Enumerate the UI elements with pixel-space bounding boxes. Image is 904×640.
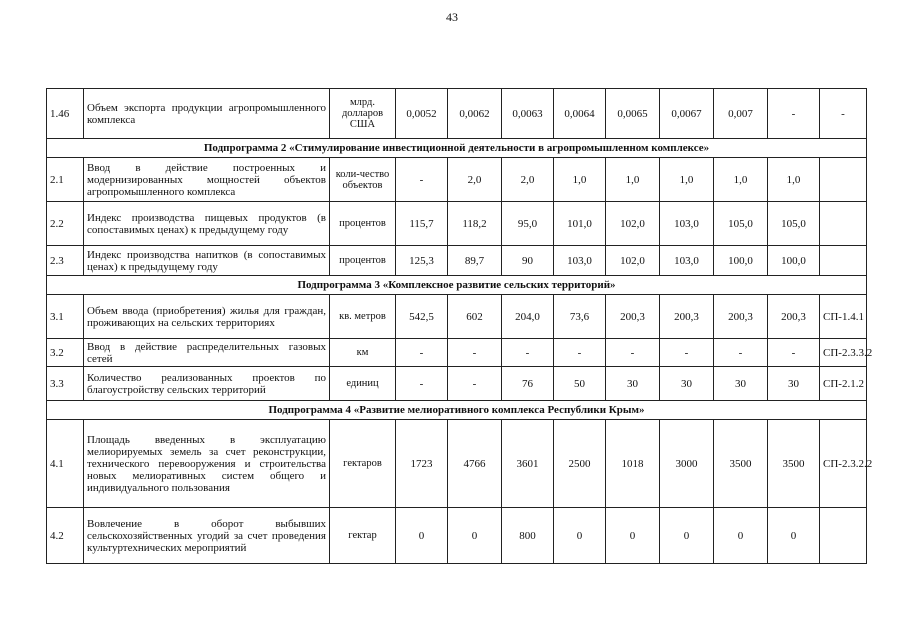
indicator-name: Площадь введенных в эксплуатацию мелиорируемых земель за счет реконструкции, технического перевооружения и строительства новых мелиоративных систем общего и индивидуального пользования (84, 420, 330, 508)
indicator-value: 1018 (606, 420, 660, 508)
indicator-value: 3500 (768, 420, 820, 508)
indicator-name: Индекс производства напитков (в сопоставимых ценах) к предыдущему году (84, 246, 330, 276)
unit-of-measure: кв. метров (330, 295, 396, 339)
indicator-value: 0 (660, 508, 714, 564)
indicator-value: 2500 (554, 420, 606, 508)
subprogram-code: СП-1.4.1 (820, 295, 867, 339)
indicator-value: 3000 (660, 420, 714, 508)
unit-of-measure: процентов (330, 202, 396, 246)
indicator-value: 0 (554, 508, 606, 564)
table-row (47, 367, 867, 401)
row-number: 2.1 (47, 158, 84, 202)
indicators-table (46, 88, 873, 564)
subprogram-code (820, 202, 867, 246)
indicator-value: 100,0 (768, 246, 820, 276)
indicator-value: - (606, 339, 660, 367)
indicator-value: - (396, 367, 448, 401)
indicator-value: 30 (768, 367, 820, 401)
row-number: 3.3 (47, 367, 84, 401)
indicator-value: 1,0 (660, 158, 714, 202)
indicator-value: 115,7 (396, 202, 448, 246)
indicator-value: 125,3 (396, 246, 448, 276)
indicator-value: 30 (714, 367, 768, 401)
indicator-value: 200,3 (714, 295, 768, 339)
subprogram-title: Подпрограмма 2 «Стимулирование инвестиционной деятельности в агропромышленном комплексе» (47, 139, 867, 158)
row-number: 3.2 (47, 339, 84, 367)
unit-of-measure: процентов (330, 246, 396, 276)
indicator-value: 101,0 (554, 202, 606, 246)
indicator-value: - (502, 339, 554, 367)
indicator-value: 0 (448, 508, 502, 564)
table-row (47, 158, 867, 202)
indicator-value: 0,0065 (606, 89, 660, 139)
indicator-value: - (714, 339, 768, 367)
subprogram-title: Подпрограмма 3 «Комплексное развитие сельских территорий» (47, 276, 867, 295)
indicator-value: - (396, 339, 448, 367)
unit-of-measure: коли-чество объектов (330, 158, 396, 202)
subprogram-code: - (820, 89, 867, 139)
subprogram-code: СП-2.1.2 (820, 367, 867, 401)
indicator-value: 200,3 (768, 295, 820, 339)
row-number: 1.46 (47, 89, 84, 139)
indicator-value: 1,0 (606, 158, 660, 202)
indicator-value: 200,3 (606, 295, 660, 339)
indicator-value: 118,2 (448, 202, 502, 246)
table-row (47, 339, 867, 367)
indicator-value: 204,0 (502, 295, 554, 339)
indicator-value: 30 (660, 367, 714, 401)
indicator-value: - (448, 367, 502, 401)
row-number: 2.3 (47, 246, 84, 276)
subprogram-header-row (47, 276, 867, 295)
indicator-value: 103,0 (660, 202, 714, 246)
unit-of-measure: гектаров (330, 420, 396, 508)
indicator-value: 0,0067 (660, 89, 714, 139)
row-number: 4.1 (47, 420, 84, 508)
indicator-value: 102,0 (606, 246, 660, 276)
indicator-value: 105,0 (714, 202, 768, 246)
table-row (47, 202, 867, 246)
indicator-value: 0 (606, 508, 660, 564)
indicator-value: 0,007 (714, 89, 768, 139)
indicator-value: 30 (606, 367, 660, 401)
unit-of-measure: км (330, 339, 396, 367)
indicator-value: 1,0 (768, 158, 820, 202)
table-row (47, 89, 867, 139)
table-row (47, 508, 867, 564)
page-number: 43 (446, 10, 458, 24)
indicator-value: - (768, 339, 820, 367)
indicator-value: 602 (448, 295, 502, 339)
indicator-value: 100,0 (714, 246, 768, 276)
row-number: 4.2 (47, 508, 84, 564)
indicator-value: 50 (554, 367, 606, 401)
table-row (47, 420, 867, 508)
subprogram-code: СП-2.3.3.2 (820, 339, 867, 367)
indicator-name: Объем ввода (приобретения) жилья для граждан, проживающих на сельских территориях (84, 295, 330, 339)
unit-of-measure: гектар (330, 508, 396, 564)
indicator-value: 200,3 (660, 295, 714, 339)
indicator-value: 73,6 (554, 295, 606, 339)
indicator-value: 89,7 (448, 246, 502, 276)
indicator-value: 3500 (714, 420, 768, 508)
indicator-value: 102,0 (606, 202, 660, 246)
unit-of-measure: млрд. долларов США (330, 89, 396, 139)
row-number: 2.2 (47, 202, 84, 246)
indicator-value: 0 (396, 508, 448, 564)
indicator-value: 1723 (396, 420, 448, 508)
row-number: 3.1 (47, 295, 84, 339)
indicator-value: 2,0 (502, 158, 554, 202)
unit-of-measure: единиц (330, 367, 396, 401)
indicator-name: Вовлечение в оборот выбывших сельскохозяйственных угодий за счет проведения культуртехнических мероприятий (84, 508, 330, 564)
subprogram-code (820, 508, 867, 564)
indicator-value: 76 (502, 367, 554, 401)
indicator-name: Индекс производства пищевых продуктов (в сопоставимых ценах) к предыдущему году (84, 202, 330, 246)
indicator-value: 2,0 (448, 158, 502, 202)
indicator-value: 103,0 (554, 246, 606, 276)
indicator-value: - (660, 339, 714, 367)
indicator-value: 90 (502, 246, 554, 276)
indicator-value: 0 (768, 508, 820, 564)
subprogram-code (820, 246, 867, 276)
indicator-value: 105,0 (768, 202, 820, 246)
subprogram-code: СП-2.3.2.2 (820, 420, 867, 508)
indicator-value: 1,0 (714, 158, 768, 202)
indicator-value: 1,0 (554, 158, 606, 202)
indicator-value: 0,0064 (554, 89, 606, 139)
subprogram-header-row (47, 401, 867, 420)
indicator-value: 103,0 (660, 246, 714, 276)
subprogram-title: Подпрограмма 4 «Развитие мелиоративного комплекса Республики Крым» (47, 401, 867, 420)
indicator-value: 0,0063 (502, 89, 554, 139)
indicator-name: Ввод в действие построенных и модернизированных мощностей объектов агропромышленного комплекса (84, 158, 330, 202)
indicator-value: - (448, 339, 502, 367)
indicator-value: 3601 (502, 420, 554, 508)
indicator-value: - (554, 339, 606, 367)
indicator-value: 0,0052 (396, 89, 448, 139)
table-row (47, 295, 867, 339)
indicator-name: Объем экспорта продукции агропромышленного комплекса (84, 89, 330, 139)
indicator-value: - (768, 89, 820, 139)
indicator-value: - (396, 158, 448, 202)
indicator-name: Количество реализованных проектов по благоустройству сельских территорий (84, 367, 330, 401)
indicator-value: 4766 (448, 420, 502, 508)
table-row (47, 246, 867, 276)
indicator-value: 0,0062 (448, 89, 502, 139)
indicator-value: 0 (714, 508, 768, 564)
indicator-name: Ввод в действие распределительных газовых сетей (84, 339, 330, 367)
subprogram-code (820, 158, 867, 202)
indicator-value: 95,0 (502, 202, 554, 246)
subprogram-header-row (47, 139, 867, 158)
indicator-value: 542,5 (396, 295, 448, 339)
indicator-value: 800 (502, 508, 554, 564)
